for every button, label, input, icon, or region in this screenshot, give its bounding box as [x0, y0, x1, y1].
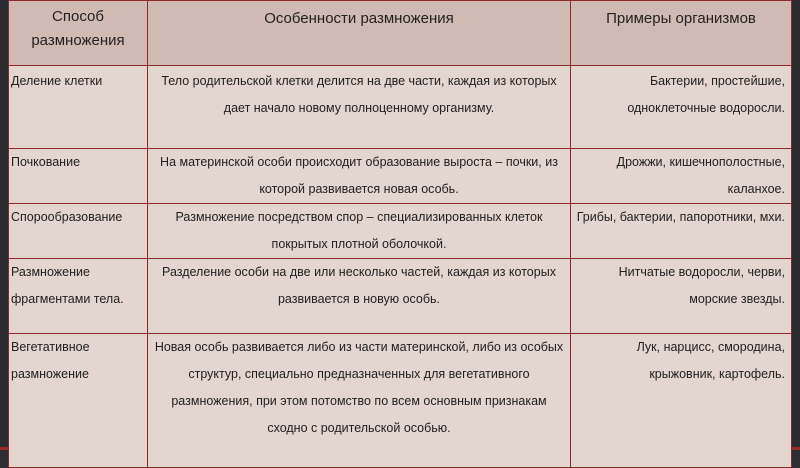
table-row	[9, 204, 792, 259]
row-method: Почкование	[9, 149, 148, 204]
header-method: Способ размножения	[9, 1, 148, 66]
row-method: Деление клетки	[9, 66, 148, 149]
table-row	[9, 334, 792, 468]
row-examples: Бактерии, простейшие, одноклеточные водоросли.	[571, 66, 792, 149]
header-examples: Примеры организмов	[571, 1, 792, 66]
row-examples: Дрожжи, кишечнополостные, каланхое.	[571, 149, 792, 204]
row-method: Вегетативное размножение	[9, 334, 148, 468]
table-row	[9, 66, 792, 149]
row-examples: Грибы, бактерии, папоротники, мхи.	[571, 204, 792, 259]
table-row	[9, 259, 792, 334]
row-features: Размножение посредством спор – специализированных клеток покрытых плотной оболочкой.	[148, 204, 571, 259]
reproduction-table	[8, 0, 792, 468]
row-features: Новая особь развивается либо из части материнской, либо из особых структур, специально предназначенных для вегетативного размножения, при этом потомство по всем основным признакам сходно с родительской особью.	[148, 334, 571, 468]
row-method: Размножение фрагментами тела.	[9, 259, 148, 334]
table-header	[9, 1, 792, 66]
row-features: Тело родительской клетки делится на две части, каждая из которых дает начало новому полноценному организму.	[148, 66, 571, 149]
row-examples: Лук, нарцисс, смородина, крыжовник, картофель.	[571, 334, 792, 468]
row-examples: Нитчатые водоросли, черви, морские звезды.	[571, 259, 792, 334]
row-features: На материнской особи происходит образование выроста – почки, из которой развивается новая особь.	[148, 149, 571, 204]
header-features: Особенности размножения	[148, 1, 571, 66]
table-row	[9, 149, 792, 204]
row-method: Спорообразование	[9, 204, 148, 259]
row-features: Разделение особи на две или несколько частей, каждая из которых развивается в новую особь.	[148, 259, 571, 334]
